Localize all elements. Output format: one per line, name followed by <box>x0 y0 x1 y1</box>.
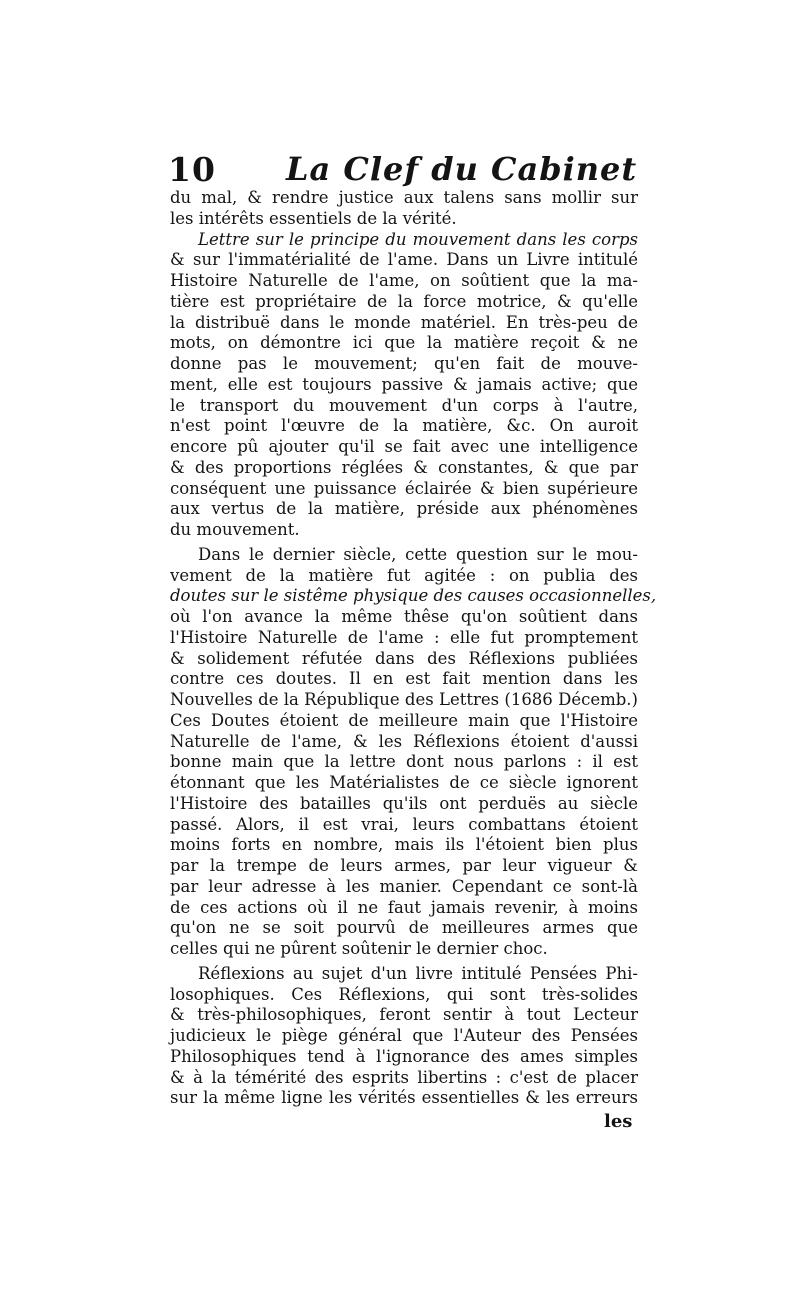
text-line: du mal, & rendre justice aux talens sans mollir sur <box>170 188 638 207</box>
text-line: & des proportions réglées & constantes, & que par <box>170 457 638 477</box>
text-line: Nouvelles de la République des Lettres (1686 Décemb.) <box>170 690 638 709</box>
text-line: contre ces doutes. Il en est fait mention dans les <box>170 669 638 689</box>
text-line: du mouvement. <box>170 520 300 539</box>
text-line: ment, elle est toujours passive & jamais active; que <box>170 374 638 394</box>
text-line: l'Histoire Naturelle de l'ame : elle fut promptement <box>170 627 638 647</box>
text-line: passé. Alors, il est vrai, leurs combattans étoient <box>170 814 638 834</box>
text-line: Naturelle de l'ame, & les Réflexions étoient d'aussi <box>170 731 638 751</box>
text-line: bonne main que la lettre dont nous parlons : il est <box>170 752 638 772</box>
text-line: Histoire Naturelle de l'ame, on soûtient que la ma- <box>170 271 638 290</box>
text-line: tière est propriétaire de la force motrice, & qu'elle <box>170 291 638 311</box>
text-line: & très-philosophiques, feront sentir à tout Lecteur <box>170 1005 638 1025</box>
text-line: Réflexions au sujet d'un livre intitulé Pensées Phi- <box>198 963 638 983</box>
text-line: l'Histoire des batailles qu'ils ont perduës au siècle <box>170 793 638 813</box>
catchword: les <box>604 1111 633 1132</box>
text-line: moins forts en nombre, mais ils l'étoient bien plus <box>170 835 638 855</box>
text-line: les intérêts essentiels de la vérité. <box>170 208 457 228</box>
text-line: & sur l'immatérialité de l'ame. Dans un Livre intitulé <box>170 250 638 270</box>
text-line: doutes sur le sistême physique des causes occasionnelles, <box>170 586 657 606</box>
text-line: n'est point l'œuvre de la matière, &c. On auroit <box>170 416 638 436</box>
text-line: sur la même ligne les vérités essentielles & les erreurs <box>170 1088 638 1108</box>
page-number: 10 <box>168 150 216 189</box>
text-line: & à la témérité des esprits libertins : c'est de placer <box>170 1067 638 1087</box>
text-line: la distribuë dans le monde matériel. En très-peu de <box>170 312 638 332</box>
text-line: où l'on avance la même thêse qu'on soûtient dans <box>170 607 638 626</box>
page-header <box>168 150 638 192</box>
text-line: qu'on ne se soit pourvû de meilleures armes que <box>170 918 638 938</box>
text-line: losophiques. Ces Réflexions, qui sont très-solides <box>170 984 638 1004</box>
text-line: Philosophiques tend à l'ignorance des ames simples <box>170 1046 638 1066</box>
text-line: étonnant que les Matérialistes de ce siècle ignorent <box>170 773 638 792</box>
text-line: Lettre sur le principe du mouvement dans les corps <box>198 229 638 249</box>
text-line: encore pû ajouter qu'il se fait avec une intelligence <box>170 437 638 456</box>
text-line: Dans le dernier siècle, cette question sur le mou- <box>198 544 638 564</box>
text-line: vement de la matière fut agitée : on publia des <box>170 565 638 585</box>
text-line: donne pas le mouvement; qu'en fait de mouve- <box>170 354 638 373</box>
text-line: par la trempe de leurs armes, par leur vigueur & <box>170 856 638 875</box>
text-line: aux vertus de la matière, préside aux phénomènes <box>170 499 638 519</box>
body-text <box>170 188 657 1109</box>
text-line: judicieux le piège général que l'Auteur des Pensées <box>170 1026 638 1045</box>
text-line: celles qui ne pûrent soûtenir le dernier choc. <box>170 939 548 958</box>
running-title: La Clef du Cabinet <box>286 150 638 188</box>
text-line: conséquent une puissance éclairée & bien supérieure <box>170 478 638 498</box>
text-line: de ces actions où il ne faut jamais revenir, à moins <box>170 897 638 917</box>
text-line: mots, on démontre ici que la matière reçoit & ne <box>170 333 638 353</box>
text-line: par leur adresse à les manier. Cependant ce sont-là <box>170 876 638 896</box>
text-line: le transport du mouvement d'un corps à l'autre, <box>170 395 638 415</box>
text-line: & solidement réfutée dans des Réflexions publiées <box>170 648 638 668</box>
text-line: Ces Doutes étoient de meilleure main que l'Histoire <box>170 710 638 730</box>
